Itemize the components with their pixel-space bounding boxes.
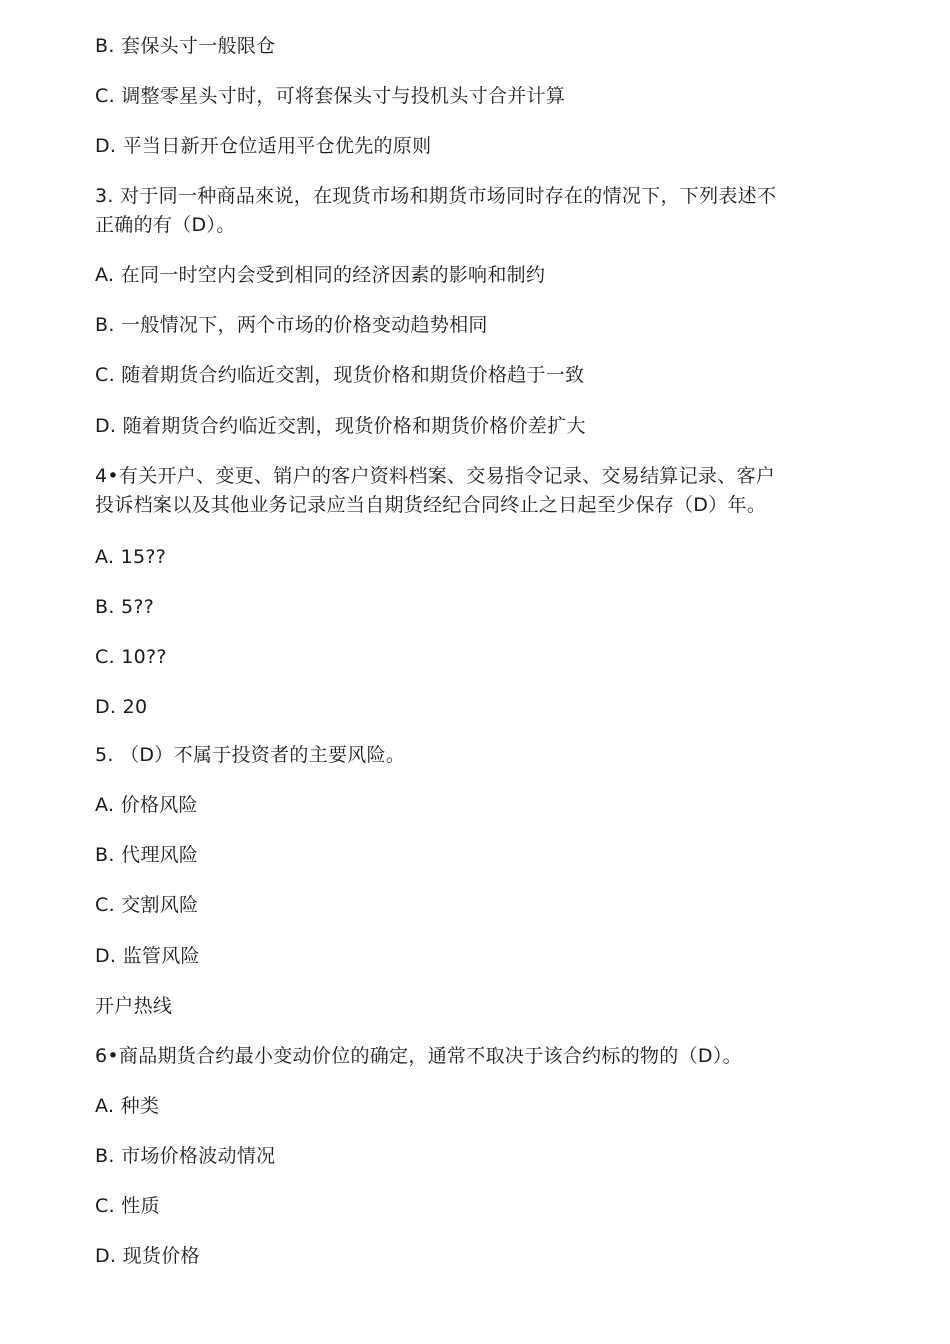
option-d-q2: D. 平当日新开仓位适用平仓优先的原则 [95,135,432,157]
option-c-q3: C. 随着期货合约临近交割，现货价格和期货价格趋于一致 [95,364,585,386]
option-d-q5: D. 监管风险 [95,945,200,967]
hotline-text: 开户热线 [95,995,173,1017]
question-3-line-2: 正确的有（D）。 [95,214,236,236]
question-3-line-1: 3. 对于同一种商品來说，在现货市场和期货市场同时存在的情况下，下列表述不 [95,185,777,207]
question-5: 5. （D）不属于投资者的主要风险。 [95,744,406,766]
option-d-q4: D. 20 [95,696,148,718]
option-b-q6: B. 市场价格波动情况 [95,1145,276,1167]
option-a-q5: A. 价格风险 [95,794,198,816]
option-b-q4: B. 5?? [95,596,155,618]
option-c-q6: C. 性质 [95,1195,160,1217]
option-b-q2: B. 套保头寸一般限仓 [95,35,276,57]
option-a-q3: A. 在同一时空内会受到相同的经济因素的影响和制约 [95,264,546,286]
option-c-q2: C. 调整零星头寸时，可将套保头寸与投机头寸合并计算 [95,85,566,107]
option-d-q6: D. 现货价格 [95,1245,200,1267]
option-d-q3: D. 随着期货合约临近交割，现货价格和期货价格价差扩大 [95,415,586,437]
question-4-line-2: 投诉档案以及其他业务记录应当自期货经纪合同终止之日起至少保存（D）年。 [95,494,767,516]
option-b-q5: B. 代理风险 [95,844,199,866]
option-b-q3: B. 一般情况下，两个市场的价格变动趋势相同 [95,314,488,336]
option-c-q4: C. 10?? [95,646,167,668]
question-6: 6•商品期货合约最小变动价位的确定，通常不取决于该合约标的物的（D）。 [95,1045,742,1067]
question-4-line-1: 4•有关开户、变更、销户的客户资料档案、交易指令记录、交易结算记录、客户 [95,465,776,487]
option-a-q6: A. 种类 [95,1095,160,1117]
option-a-q4: A. 15?? [95,546,167,568]
option-c-q5: C. 交割风险 [95,894,199,916]
